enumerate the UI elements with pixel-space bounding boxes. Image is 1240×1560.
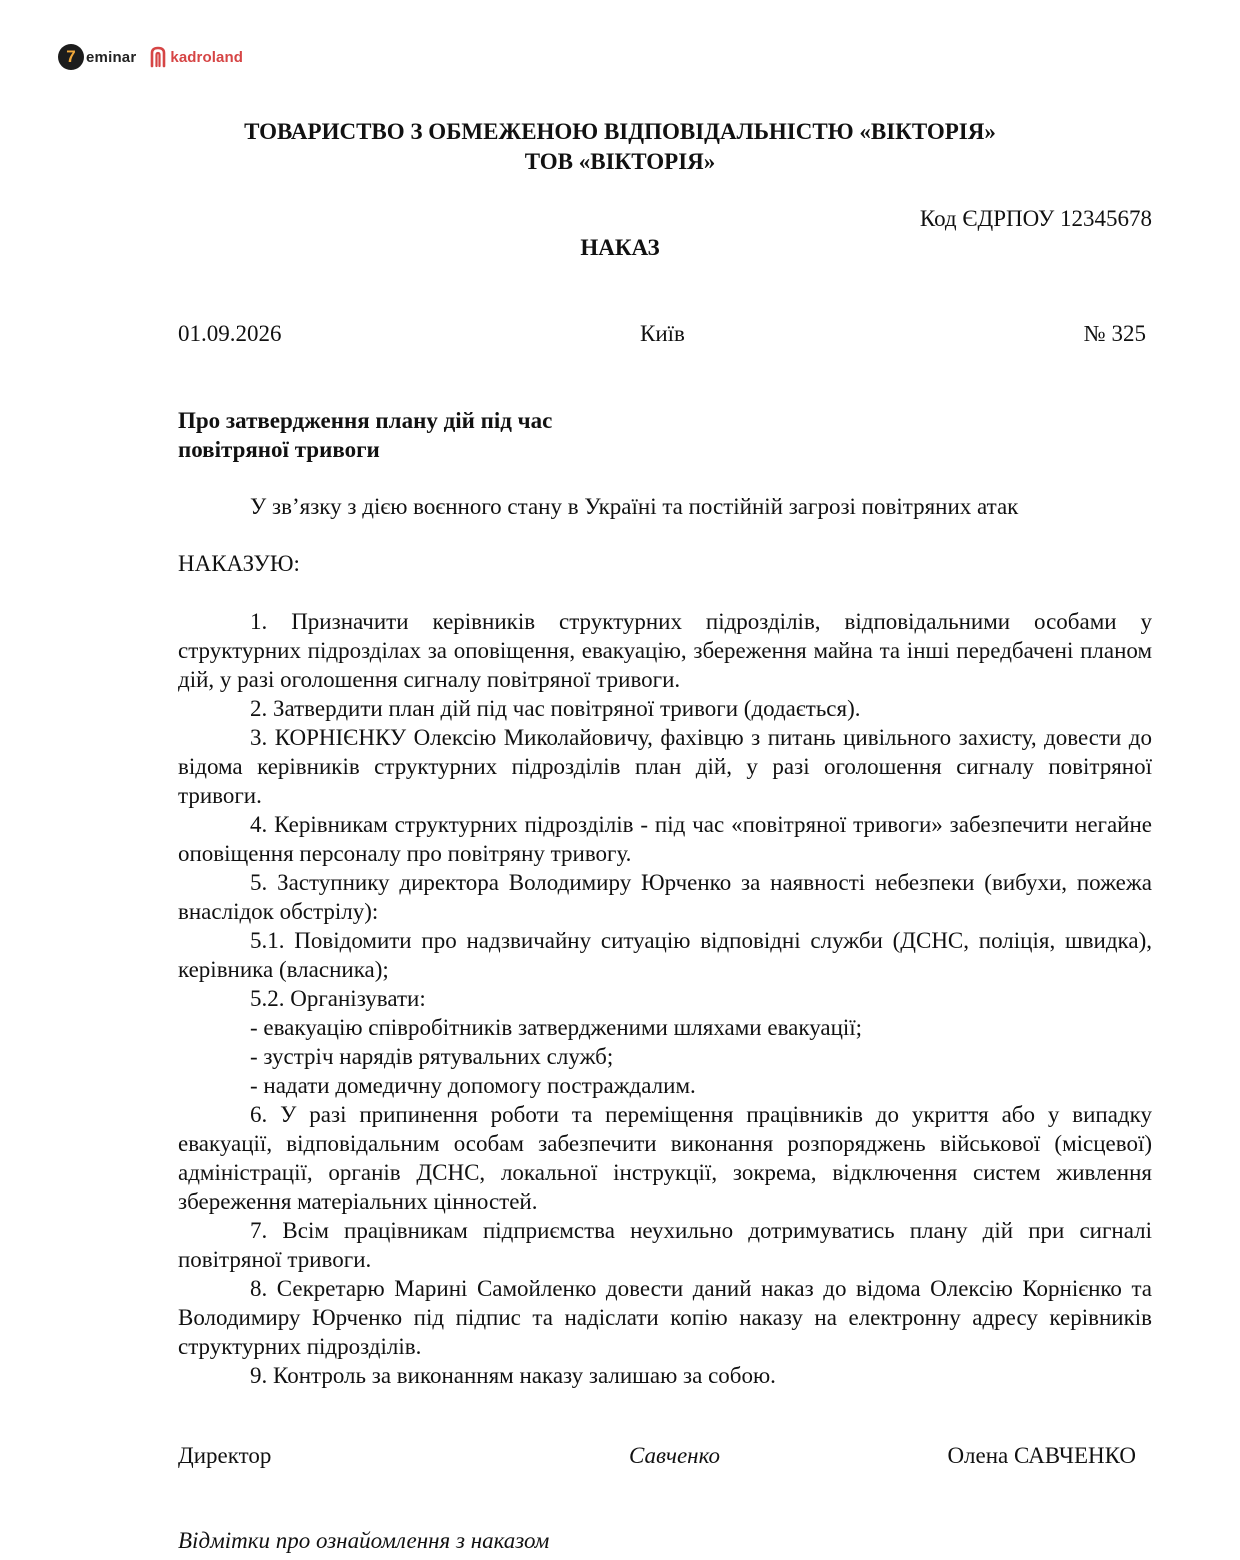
order-item: 7. Всім працівникам підприємства неухильно дотримуватись плану дій при сигналі повітряної тривоги. bbox=[178, 1218, 1152, 1272]
order-subject-line: повітряної тривоги bbox=[178, 437, 380, 462]
order-subject-line: Про затвердження плану дій під час bbox=[178, 408, 553, 433]
signature-block bbox=[178, 1441, 1152, 1471]
order-item: 8. Секретарю Марині Самойленко довести даний наказ до відома Олексію Корнієнко та Володимиру Юрченко під підпис та надіслати копію наказу на електронну адресу керівників структурних підрозділів. bbox=[178, 1276, 1152, 1359]
signatory-title: Директор bbox=[178, 1443, 272, 1468]
order-item: 6. У разі припинення роботи та переміщення працівників до укриття або у випадку евакуації, відповідальним особам забезпечити виконання розпоряджень військової (місцевої) адміністрації, органів ДСНС, локальної інструкції, зокрема, відключення систем живлення збереження матеріальних цінностей. bbox=[178, 1102, 1152, 1214]
order-item: 4. Керівникам структурних підрозділів - під час «повітряної тривоги» забезпечити негайне оповіщення персоналу про повітряну тривогу. bbox=[178, 812, 1152, 866]
organization-header bbox=[0, 117, 1240, 177]
order-bullet: - евакуацію співробітників затвердженими шляхами евакуації; bbox=[250, 1015, 863, 1040]
order-item: 5. Заступнику директора Володимиру Юрченко за наявності небезпеки (вибухи, пожежа внаслідок обстрілу): bbox=[178, 870, 1152, 924]
order-meta-row bbox=[178, 319, 1152, 349]
order-date: 01.09.2026 bbox=[178, 321, 282, 346]
order-item: 1. Призначити керівників структурних підрозділів, відповідальними особами у структурних підрозділах за оповіщення, евакуацію, збереження майна та інші передбачені планом дій, у разі оголошення сигналу повітряної тривоги. bbox=[178, 609, 1152, 692]
order-preamble: У зв’язку з дією воєнного стану в Україні та постійній загрозі повітряних атак bbox=[250, 494, 1019, 519]
order-bullet: - зустріч нарядів рятувальних служб; bbox=[250, 1044, 614, 1069]
document-type-title: НАКАЗ bbox=[580, 235, 660, 260]
order-item: 3. КОРНІЄНКУ Олексію Миколайовичу, фахівцю з питань цивільного захисту, довести до відома керівників структурних підрозділів план дій, у разі оголошення сигналу повітряної тривоги. bbox=[178, 725, 1152, 808]
order-city: Київ bbox=[640, 321, 685, 346]
kadroland-logo-text: kadroland bbox=[170, 48, 243, 66]
order-number: № 325 bbox=[1083, 321, 1146, 346]
kadroland-logo bbox=[148, 46, 243, 68]
order-directive-word: НАКАЗУЮ: bbox=[178, 551, 300, 576]
signatory-name: Олена САВЧЕНКО bbox=[947, 1443, 1136, 1468]
order-items bbox=[178, 607, 1152, 1390]
brand-bar bbox=[58, 42, 243, 72]
kadroland-logo-icon bbox=[148, 46, 168, 68]
acknowledgement-note: Відмітки про ознайомлення з наказом bbox=[178, 1528, 550, 1553]
order-item: 9. Контроль за виконанням наказу залишаю за собою. bbox=[250, 1363, 776, 1388]
edrpou-code: Код ЄДРПОУ 12345678 bbox=[919, 206, 1152, 231]
order-item: 2. Затвердити план дій під час повітряної тривоги (додається). bbox=[250, 696, 861, 721]
seminar-logo-text: eminar bbox=[86, 48, 137, 66]
seminar-logo bbox=[58, 44, 136, 70]
order-subject bbox=[178, 406, 618, 464]
seminar-logo-icon: 7 bbox=[58, 44, 84, 70]
organization-full-name: ТОВАРИСТВО З ОБМЕЖЕНОЮ ВІДПОВІДАЛЬНІСТЮ «ВІКТОРІЯ» bbox=[244, 119, 996, 144]
handwritten-signature: Савченко bbox=[629, 1443, 720, 1468]
order-subitem: 5.1. Повідомити про надзвичайну ситуацію відповідні служби (ДСНС, поліція, швидка), керівника (власника); bbox=[178, 928, 1152, 982]
order-bullet: - надати домедичну допомогу постраждалим. bbox=[250, 1073, 696, 1098]
order-subitem: 5.2. Організувати: bbox=[250, 986, 426, 1011]
organization-short-name: ТОВ «ВІКТОРІЯ» bbox=[524, 149, 716, 174]
